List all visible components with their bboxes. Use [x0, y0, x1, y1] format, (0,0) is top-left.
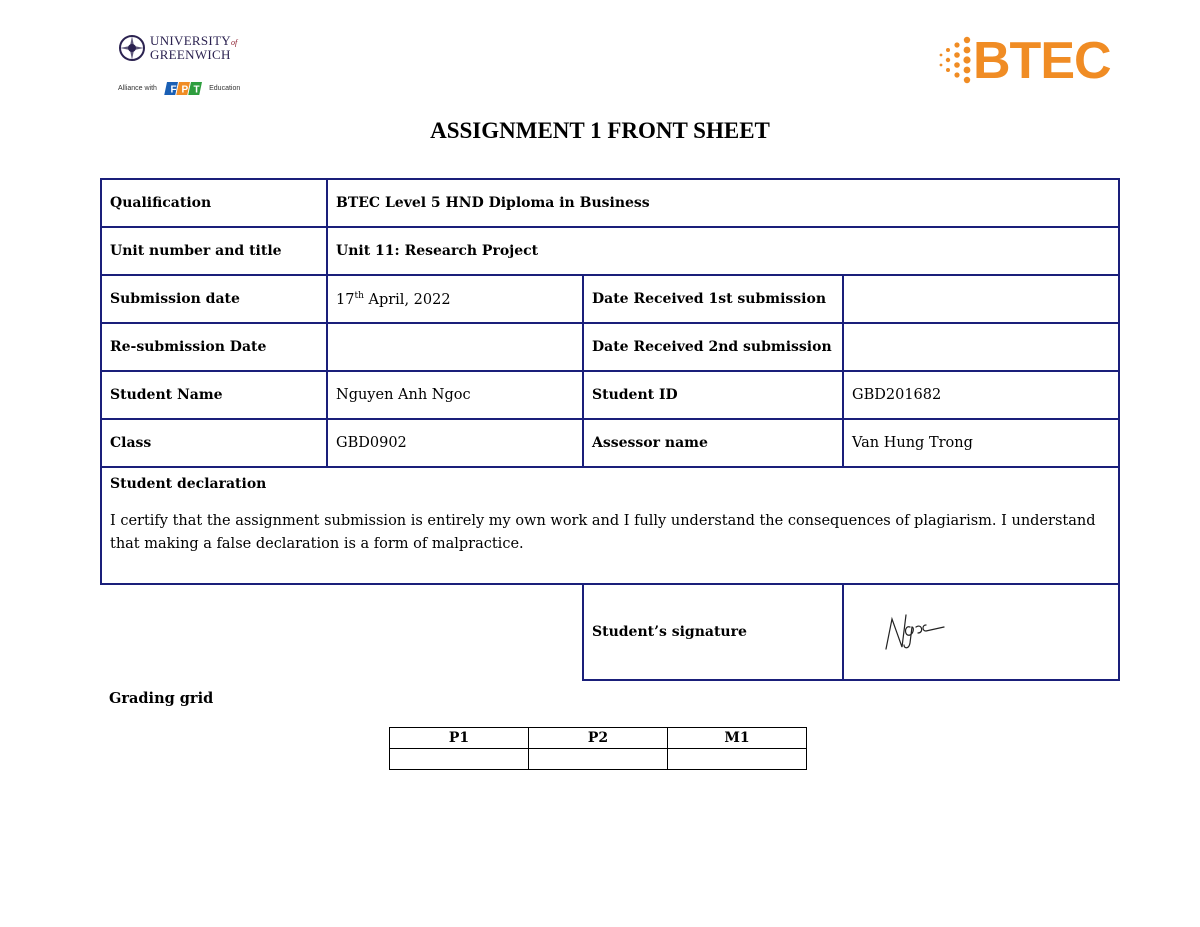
student-name-value: Nguyen Anh Ngoc [327, 371, 583, 419]
signature-cell [843, 584, 1119, 680]
table-row [101, 179, 1119, 227]
table-row [101, 584, 1119, 680]
btec-logo [937, 32, 1122, 92]
grade-value-p1 [390, 749, 529, 770]
date-received-1-value [843, 275, 1119, 323]
grading-grid-label: Grading grid [109, 690, 214, 707]
alliance-suffix: Education [209, 85, 241, 92]
student-signature [852, 597, 1012, 667]
resubmission-date-value [327, 323, 583, 371]
grade-value-p2 [529, 749, 668, 770]
grade-value-m1 [668, 749, 807, 770]
student-id-label: Student ID [583, 371, 843, 419]
student-name-label: Student Name [101, 371, 327, 419]
grade-header-m1: M1 [668, 728, 807, 749]
signature-label: Student’s signature [583, 584, 843, 680]
page-title: ASSIGNMENT 1 FRONT SHEET [430, 118, 770, 143]
resubmission-date-label: Re-submission Date [101, 323, 327, 371]
date-received-1-label: Date Received 1st submission [583, 275, 843, 323]
assessor-value: Van Hung Trong [843, 419, 1119, 467]
student-id-value: GBD201682 [843, 371, 1119, 419]
btec-dots-icon [937, 32, 973, 92]
table-row [390, 749, 807, 770]
assessor-label: Assessor name [583, 419, 843, 467]
student-declaration [101, 467, 1119, 584]
declaration-heading: Student declaration [110, 476, 267, 492]
table-row [101, 371, 1119, 419]
table-row [101, 275, 1119, 323]
table-row [390, 728, 807, 749]
university-of-greenwich-logo [118, 33, 258, 95]
date-received-2-value [843, 323, 1119, 371]
declaration-text: I certify that the assignment submission is entirely my own work and I fully understand the consequences of plagiarism. I understand that making a false declaration is a form of malpractice. [110, 513, 1096, 552]
qualification-label: Qualification [101, 179, 327, 227]
grading-grid [389, 727, 807, 770]
table-row [101, 419, 1119, 467]
grade-header-p2: P2 [529, 728, 668, 749]
table-row [101, 467, 1119, 584]
submission-date-label: Submission date [101, 275, 327, 323]
fpt-letter-f: F [170, 84, 177, 95]
date-received-2-label: Date Received 2nd submission [583, 323, 843, 371]
class-label: Class [101, 419, 327, 467]
fpt-letter-t: T [193, 84, 200, 95]
signature-spacer [101, 584, 583, 680]
university-name: UNIVERSITYof GREENWICH [150, 33, 238, 62]
alliance-prefix: Alliance with [118, 85, 157, 92]
grade-header-p1: P1 [390, 728, 529, 749]
class-value: GBD0902 [327, 419, 583, 467]
fpt-letter-p: P [181, 84, 189, 95]
table-row [101, 227, 1119, 275]
qualification-value: BTEC Level 5 HND Diploma in Business [327, 179, 1119, 227]
btec-wordmark: BTEC [973, 32, 1111, 90]
alliance-line [118, 78, 241, 95]
fpt-logo [164, 82, 202, 95]
greenwich-crest-icon [118, 34, 146, 62]
table-row [101, 323, 1119, 371]
submission-date-value: 17th April, 2022 [327, 275, 583, 323]
unit-value: Unit 11: Research Project [327, 227, 1119, 275]
unit-label: Unit number and title [101, 227, 327, 275]
front-sheet-table [100, 178, 1120, 681]
